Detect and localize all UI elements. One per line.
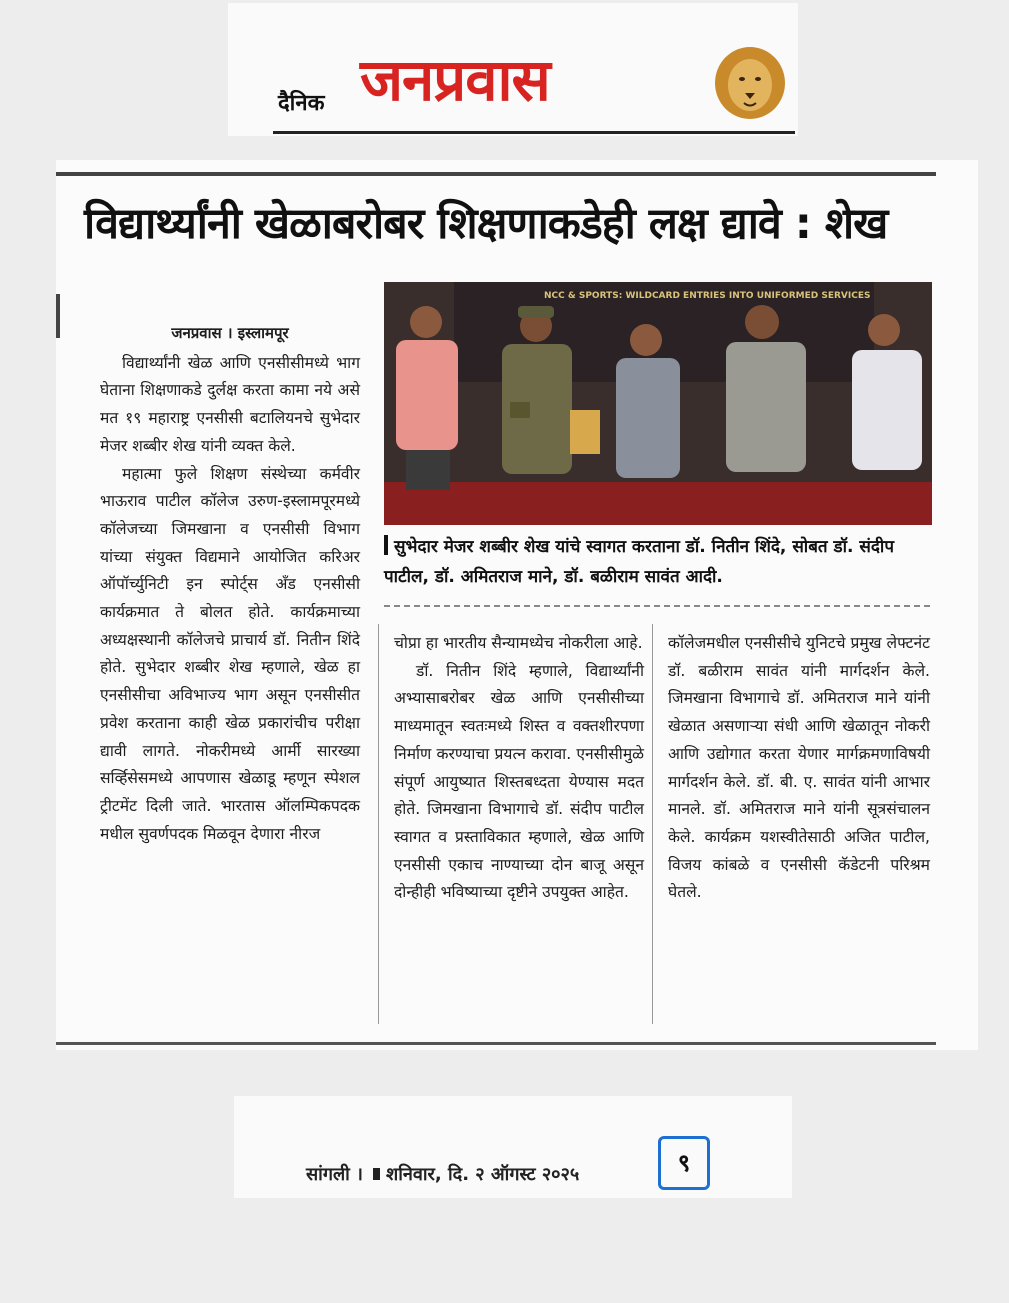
headline: विद्यार्थ्यांनी खेळाबरोबर शिक्षणाकडेही लक्ष द्यावे : शेख [84, 199, 888, 249]
footer-city: सांगली [306, 1164, 350, 1185]
caption-divider [384, 605, 930, 607]
book [570, 410, 600, 454]
masthead-daily: दैनिक [278, 91, 325, 116]
column-2 [394, 630, 644, 907]
paragraph: डॉ. नितीन शिंदे म्हणाले, विद्यार्थ्यांनी अभ्यासाबरोबर खेळ आणि एनसीसीच्या माध्यमातून स्वतःमध्ये शिस्त व वक्तशीरपणा निर्माण करण्याचा प्रयत्न करावा. एनसीसीमुळे संपूर्ण आयुष्यात शिस्तबध्दता येण्यास मदत होते. जिमखाना विभागाचे डॉ. संदीप पाटील स्वागत व प्रस्ताविकात म्हणाले, खेळ आणि एनसीसी एकाच नाण्याच्या दोन बाजू असून दोन्हीही भविष्याच्या दृष्टीने उपयुक्त आहेत. [394, 661, 644, 902]
page-footer [234, 1096, 792, 1198]
bottom-rule [56, 1042, 936, 1045]
photo-caption [384, 532, 944, 592]
paragraph: चोप्रा हा भारतीय सैन्यामध्येच नोकरीला आहे. [394, 634, 643, 652]
news-clipping [56, 160, 978, 1050]
lion-logo-icon [712, 41, 788, 121]
event-photo [384, 282, 932, 525]
column-divider [378, 624, 379, 1024]
footer-line [306, 1162, 579, 1186]
footer-bullet [373, 1168, 380, 1180]
column-3 [668, 630, 930, 907]
caption-text: सुभेदार मेजर शब्बीर शेख यांचे स्वागत करताना डॉ. नितीन शिंदे, सोबत डॉ. संदीप पाटील, डॉ. अमितराज माने, डॉ. बळीराम सावंत आदी. [384, 537, 894, 587]
paragraph: विद्यार्थ्यांनी खेळ आणि एनसीसीमध्ये भाग घेताना शिक्षणाकडे दुर्लक्ष करता कामा नये असे मत १९ महाराष्ट्र एनसीसी बटालियनचे सुभेदार मेजर शब्बीर शेख यांनी व्यक्त केले. [100, 353, 360, 455]
dateline-bar [56, 294, 60, 338]
paragraph: महात्मा फुले शिक्षण संस्थेच्या कर्मवीर भाऊराव पाटील कॉलेज उरुण-इस्लामपूरमध्ये कॉलेजच्या जिमखाना व एनसीसी विभाग यांच्या संयुक्त विद्यमाने आयोजित करिअर ऑपॉर्च्युनिटी इन स्पोर्ट्स अँड एनसीसी कार्यक्रमात ते बोलत होते. कार्यक्रमाच्या अध्यक्षस्थानी कॉलेजचे प्राचार्य डॉ. नितीन शिंदे होते. सुभेदार शब्बीर शेख म्हणाले, खेळ हा एनसीसीचा अविभाज्य भाग असून एनसीसीत प्रवेश करताना काही खेळ प्रकारांचीच परीक्षा द्यावी लागते. नोकरीमध्ये आर्मी सारख्या सर्व्हिसेसमध्ये आपणास खेळाडू म्हणून स्पेशल ट्रीटमेंट दिली जाते. भारतास ऑलम्पिकपदक मधील सुवर्णपदक मिळवून देणारा नीरज [100, 464, 360, 843]
footer-separator: । [356, 1164, 363, 1185]
top-rule [56, 172, 936, 176]
masthead-rule [273, 131, 795, 134]
photo-banner-text: NCC & SPORTS: WILDCARD ENTRIES INTO UNIFORMED SERVICES [544, 291, 871, 301]
masthead-name: जनप्रवास [360, 46, 550, 114]
masthead [228, 3, 798, 136]
column-1 [100, 320, 360, 848]
footer-date: शनिवार, दि. २ ऑगस्ट २०२५ [385, 1164, 580, 1185]
paragraph: कॉलेजमधील एनसीसीचे युनिटचे प्रमुख लेफ्टनंट डॉ. बळीराम सावंत यांनी मार्गदर्शन केले. जिमखाना विभागाचे डॉ. अमितराज माने यांनी खेळात असणाऱ्या संधी आणि खेळातून नोकरी आणि उद्योगात करता येणार मार्गक्रमणाविषयी मार्गदर्शन केले. डॉ. बी. ए. सावंत यांनी आभार मानले. डॉ. अमितराज माने यांनी सूत्रसंचालन केले. कार्यक्रम यशस्वीतेसाठी अजित पाटील, विजय कांबळे व एनसीसी कॅडेटनी परिश्रम घेतले. [668, 634, 930, 902]
page-number: ९ [658, 1136, 710, 1190]
dateline: जनप्रवास । इस्लामपूर [171, 324, 289, 342]
caption-bar [384, 535, 388, 555]
photo-illustration [384, 282, 932, 525]
column-divider [652, 624, 653, 1024]
